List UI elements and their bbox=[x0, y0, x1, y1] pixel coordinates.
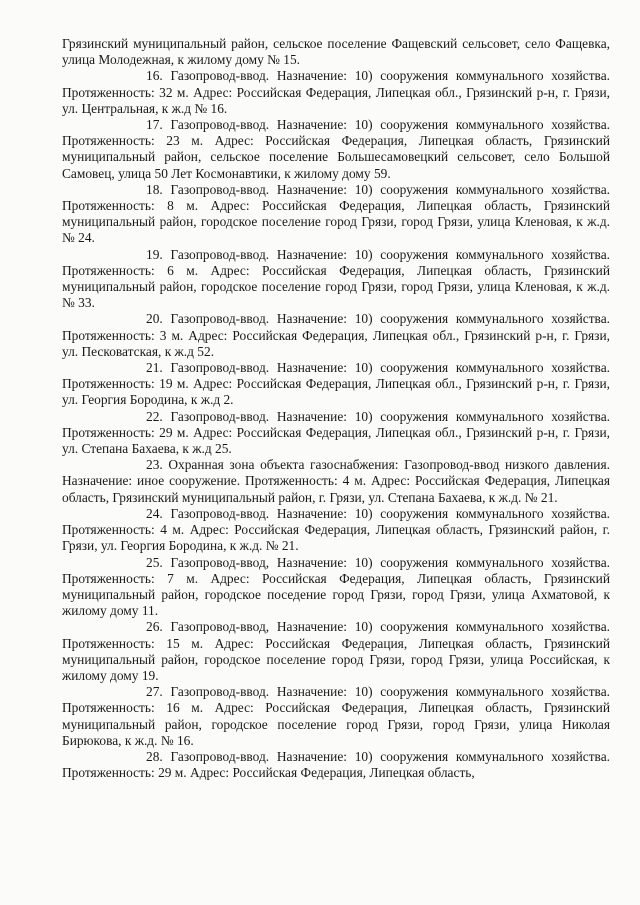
item-number: 22. bbox=[146, 408, 163, 424]
item-number: 26. bbox=[146, 619, 163, 635]
item-text: Газопровод-ввод. Назначение: 10) сооружения коммунального хозяйства. Протяженность: 3 м. Адрес: Российская Федерация, Липецкая обл., Грязинский р-н, г. Грязи, ул. Песковатская, к ж.д 52. bbox=[62, 311, 610, 359]
item-number: 18. bbox=[146, 181, 163, 197]
item-number: 25. bbox=[146, 554, 163, 570]
item-text: Газопровод-ввод. Назначение: 10) сооружения коммунального хозяйства. Протяженность: 29 м. Адрес: Российская Федерация, Липецкая область, bbox=[62, 748, 610, 781]
list-item bbox=[62, 117, 610, 182]
list-item bbox=[62, 555, 610, 620]
item-number: 23. bbox=[146, 457, 163, 473]
item-text: Газопровод-ввод. Назначение: 10) сооружения коммунального хозяйства. Протяженность: 19 м. Адрес: Российская Федерация, Липецкая обл., Грязинский р-н, г. Грязи, ул. Георгия Бородина, к ж.д 2. bbox=[62, 360, 610, 408]
list-item bbox=[62, 684, 610, 749]
item-list bbox=[62, 68, 610, 781]
item-text: Охранная зона объекта газоснабжения: Газопровод-ввод низкого давления. Назначение: иное сооружение. Протяженность: 4 м. Адрес: Российская Федерация, Липецкая область, Грязинский муниципальный район, г. Грязи, ул. Степана Бахаева, к ж.д. № 21. bbox=[62, 457, 610, 505]
item-number: 21. bbox=[146, 360, 163, 376]
list-item bbox=[62, 360, 610, 409]
item-number: 17. bbox=[146, 117, 163, 133]
item-number: 28. bbox=[146, 748, 163, 764]
item-number: 27. bbox=[146, 684, 163, 700]
item-text: Газопровод-ввод. Назначение: 10) сооружения коммунального хозяйства. Протяженность: 29 м. Адрес: Российская Федерация, Липецкая обл., Грязинский р-н, г. Грязи, ул. Степана Бахаева, к ж.д 25. bbox=[62, 408, 610, 457]
item-text: Газопровод-ввод, Назначение: 10) сооружения коммунального хозяйства. Протяженность: 15 м. Адрес: Российская Федерация, Липецкая область, Грязинский муниципальный район, городское поселение город Грязи, город Грязи, улица Российская, к жилому дому 19. bbox=[62, 619, 610, 683]
item-number: 19. bbox=[146, 246, 163, 262]
item-text: Газопровод-ввод. Назначение: 10) сооружения коммунального хозяйства. Протяженность: 6 м. Адрес: Российская Федерация, Липецкая область, Грязинский муниципальный район, городское поселение город Грязи, город Грязи, улица Кленовая, к ж.д. № 33. bbox=[62, 246, 610, 311]
item-text: Газопровод-ввод, Назначение: 10) сооружения коммунального хозяйства. Протяженность: 7 м. Адрес: Российская Федерация, Липецкая область, Грязинский муниципальный район, городское поседение город Грязи, город Грязи, улица Ахматовой, к жилому дому 11. bbox=[62, 554, 610, 619]
item-number: 16. bbox=[146, 68, 163, 84]
item-text: Газопровод-ввод. Назначение: 10) сооружения коммунального хозяйства. Протяженность: 16 м. Адрес: Российская Федерация, Липецкая область, Грязинский муниципальный район, городское поселение город Грязи, город Грязи, улица Николая Бирюкова, к ж.д. № 16. bbox=[62, 684, 610, 748]
list-item bbox=[62, 182, 610, 247]
item-text: Газопровод-ввод. Назначение: 10) сооружения коммунального хозяйства. Протяженность: 4 м. Адрес: Российская Федерация, Липецкая область, Грязинский район, г. Грязи, ул. Георгия Бородина, к ж.д. № 21. bbox=[62, 505, 610, 554]
list-item bbox=[62, 68, 610, 117]
list-item bbox=[62, 749, 610, 781]
list-item bbox=[62, 311, 610, 360]
list-item bbox=[62, 457, 610, 506]
list-item bbox=[62, 247, 610, 312]
list-item bbox=[62, 619, 610, 684]
item-text: Газопровод-ввод. Назначение: 10) сооружения коммунального хозяйства. Протяженность: 23 м. Адрес: Российская Федерация, Липецкая область, Грязинский муниципальный район, сельское поселение Большесамовецкий сельсовет, село Большой Самовец, улица 50 Лет Космонавтики, к жилому дому 59. bbox=[62, 117, 610, 181]
list-item bbox=[62, 409, 610, 458]
item-text: Газопровод-ввод. Назначение: 10) сооружения коммунального хозяйства. Протяженность: 8 м. Адрес: Российская Федерация, Липецкая область, Грязинский муниципальный район, городское поселение город Грязи, город Грязи, улица Кленовая, к ж.д. № 24. bbox=[62, 181, 610, 246]
item-number: 20. bbox=[146, 311, 163, 327]
list-item bbox=[62, 506, 610, 555]
item-text: Газопровод-ввод. Назначение: 10) сооружения коммунального хозяйства. Протяженность: 32 м. Адрес: Российская Федерация, Липецкая обл., Грязинский р-н, г. Грязи, ул. Центральная, к ж.д № 16. bbox=[62, 68, 610, 116]
item-number: 24. bbox=[146, 505, 163, 521]
continuation-paragraph: Грязинский муниципальный район, сельское поселение Фащевский сельсовет, село Фащевка, улица Молодежная, к жилому дому № 15. bbox=[62, 36, 610, 68]
